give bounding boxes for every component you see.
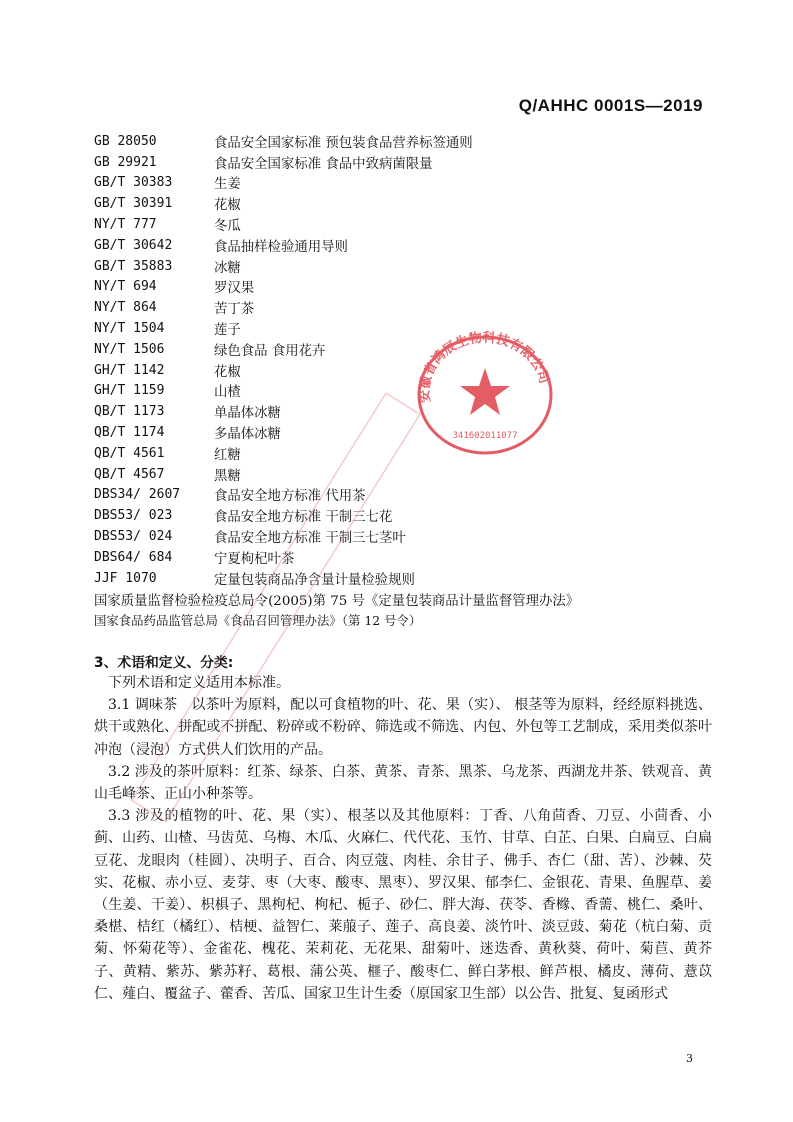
standard-row: [94, 277, 714, 298]
standard-code: QB/T 1174: [94, 425, 165, 441]
seal-number: 341602011077: [452, 431, 518, 441]
standard-title: 花椒: [214, 364, 241, 380]
standard-row: [94, 401, 714, 422]
standard-code: DBS53/ 023: [94, 508, 173, 524]
standard-title: 苦丁茶: [214, 302, 255, 318]
standard-row: [94, 193, 714, 214]
standard-code: JJF 1070: [94, 570, 157, 586]
standard-code: QB/T 1173: [94, 404, 165, 420]
standard-code: DBS53/ 024: [94, 529, 173, 545]
paragraph-3-1: 3.1 调味茶 以茶叶为原料，配以可食植物的叶、花、果（实）、 根茎等为原料，经经原料挑选、烘干或熟化、拼配或不拼配、粉碎或不粉碎、筛选或不筛选、内包、外包等工艺制成，采用类似茶叶冲泡（浸泡）方式供人们饮用的产品。: [94, 697, 712, 758]
standard-row: [94, 297, 714, 318]
standard-title: 冬瓜: [214, 219, 241, 235]
standard-title: 花椒: [214, 198, 241, 214]
standards-list: [94, 131, 714, 631]
standard-row: [94, 485, 714, 506]
decree-line: 国家食品药品监管总局《食品召回管理办法》（第 12 号令）: [94, 613, 422, 629]
standard-title: 多晶体冰糖: [214, 427, 281, 443]
standard-row: [94, 547, 714, 568]
standard-code: GB/T 30642: [94, 237, 173, 253]
standard-code: GH/T 1159: [94, 383, 165, 399]
standard-title: 食品安全国家标准 预包装食品营养标签通则: [214, 135, 473, 151]
paragraph-3-2: 3.2 涉及的茶叶原料：红茶、绿茶、白茶、黄茶、青茶、黑茶、乌龙茶、西湖龙井茶、铁观音、黄山毛峰茶、正山小种茶等。: [94, 763, 712, 803]
standard-title: 单晶体冰糖: [214, 406, 281, 422]
standard-title: 食品安全国家标准 食品中致病菌限量: [214, 156, 433, 172]
standard-code: NY/T 694: [94, 279, 157, 295]
header-rule: [90, 122, 703, 123]
section-intro: 下列术语和定义适用本标准。: [108, 675, 290, 691]
standard-title: 食品安全地方标准 干制三七茎叶: [214, 531, 406, 547]
section-3: [94, 650, 712, 1005]
standard-code: GH/T 1142: [94, 362, 165, 378]
standard-code: GB/T 35883: [94, 258, 173, 274]
standard-code: QB/T 4567: [94, 466, 165, 482]
standard-title: 食品安全地方标准 代用茶: [214, 489, 366, 505]
standard-code: NY/T 1506: [94, 341, 165, 357]
page-number: 3: [686, 1052, 693, 1065]
doc-code: Q/AHHC 0001S—2019: [518, 96, 703, 115]
standard-title: 定量包装商品净含量计量检验规则: [214, 572, 415, 588]
standard-row: [94, 235, 714, 256]
standard-code: QB/T 4561: [94, 445, 165, 461]
standard-row: [94, 131, 714, 152]
standard-code: DBS64/ 684: [94, 549, 173, 565]
seal-text: 安徽省鸿辰生物科技有限公司: [417, 330, 552, 404]
standard-code: GB 29921: [94, 154, 157, 170]
standard-title: 莲子: [214, 323, 241, 339]
standard-title: 冰糖: [214, 260, 241, 276]
section-heading: 3、术语和定义、分类:: [94, 655, 234, 671]
standard-title: 生姜: [214, 177, 241, 193]
company-seal: [410, 330, 560, 460]
standard-row: [94, 173, 714, 194]
standard-code: GB 28050: [94, 133, 157, 149]
standard-code: NY/T 777: [94, 217, 157, 233]
paragraph-3-3: 3.3 涉及的植物的叶、花、果（实）、根茎以及其他原料：丁香、八角茴香、刀豆、小茴香、小蓟、山药、山楂、马齿苋、乌梅、木瓜、火麻仁、代代花、玉竹、甘草、白芷、白果、白扁豆、白扁豆花、龙眼肉（桂圆）、决明子、百合、肉豆蔻、肉桂、余甘子、佛手、杏仁（甜、苦）、沙棘、芡实、花椒、赤小豆、麦芽、枣（大枣、酸枣、黑枣）、罗汉果、郁李仁、金银花、青果、鱼腥草、姜（生姜、干姜）、枳椇子、黑枸杞、枸杞、栀子、砂仁、胖大海、茯苓、香橼、香薷、桃仁、桑叶、桑椹、桔红（橘红）、桔梗、益智仁、莱菔子、莲子、高良姜、淡竹叶、淡豆豉、菊花（杭白菊、贡菊、怀菊花等）、金雀花、槐花、茉莉花、无花果、甜菊叶、迷迭香、黄秋葵、荷叶、菊苣、黄芥子、黄精、紫苏、紫苏籽、葛根、蒲公英、榧子、酸枣仁、鲜白茅根、鲜芦根、橘皮、薄荷、薏苡仁、薤白、覆盆子、藿香、苦瓜、国家卫生计生委（原国家卫生部）以公告、批复、复函形式: [94, 808, 712, 1002]
standard-row: [94, 318, 714, 339]
decree-line: 国家质量监督检验检疫总局令(2005)第 75 号《定量包装商品计量监督管理办法》: [94, 593, 580, 609]
standard-title: 食品抽样检验通用导则: [214, 239, 348, 255]
standard-row: [94, 152, 714, 173]
standard-row: [94, 381, 714, 402]
standard-title: 山楂: [214, 385, 241, 401]
standard-title: 黑糖: [214, 468, 241, 484]
standard-row: [94, 443, 714, 464]
standard-row: [94, 505, 714, 526]
standard-row: [94, 568, 714, 589]
standard-code: DBS34/ 2607: [94, 487, 181, 503]
standard-row: [94, 526, 714, 547]
standard-title: 罗汉果: [214, 281, 255, 297]
standard-code: GB/T 30383: [94, 175, 173, 191]
standard-code: NY/T 864: [94, 300, 157, 316]
standard-title: 宁夏枸杞叶茶: [214, 551, 295, 567]
standard-row: [94, 422, 714, 443]
standard-title: 食品安全地方标准 干制三七花: [214, 510, 393, 526]
standard-code: GB/T 30391: [94, 196, 173, 212]
standard-title: 红糖: [214, 447, 241, 463]
standard-row: [94, 214, 714, 235]
standard-row: [94, 339, 714, 360]
standard-row: [94, 360, 714, 381]
standard-title: 绿色食品 食用花卉: [214, 343, 326, 359]
star-icon: [460, 368, 510, 415]
standard-row: [94, 256, 714, 277]
standard-code: NY/T 1504: [94, 321, 165, 337]
standard-row: [94, 464, 714, 485]
